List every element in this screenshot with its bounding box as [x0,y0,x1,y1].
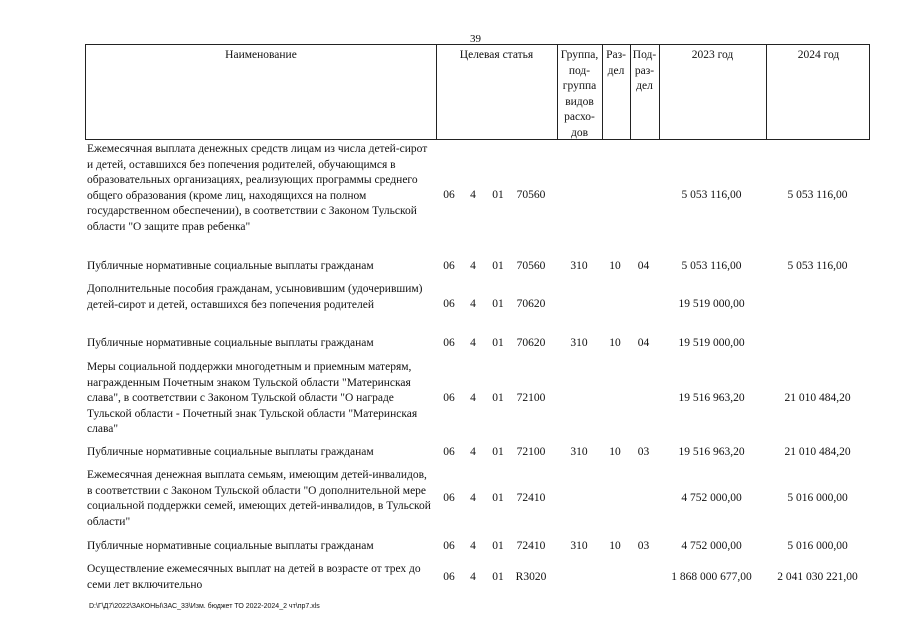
code-c: 01 [492,446,504,458]
amount-2023: 19 519 000,00 [678,298,745,310]
row-name: Публичные нормативные социальные выплаты гражданам [87,446,374,458]
subsection-cell: 03 [637,540,650,552]
code-b: 4 [470,337,476,349]
code-d: 70620 [516,298,546,310]
table-header [85,44,870,140]
row-name: Ежемесячная денежная выплата семьям, имеющим детей-инвалидов, в соответствии с Законом Тульской области "О дополнительной мере социальной поддержки семей, имеющих детей-инвалидов, в Тульской области" [87,469,431,528]
code-d: 72410 [516,540,546,552]
header-target: Целевая статья [459,49,534,61]
code-d: 72100 [516,392,546,404]
amount-2023: 19 516 963,20 [678,446,745,458]
amount-2024: 21 010 484,20 [784,392,851,404]
header-2024: 2024 год [797,49,840,61]
subsection-cell: 03 [637,446,650,458]
amount-2023: 4 752 000,00 [681,492,742,504]
code-b: 4 [470,540,476,552]
amount-2023: 4 752 000,00 [681,540,742,552]
row-name: Ежемесячная выплата денежных средств лицам из числа детей-сирот и детей, оставшихся без попечения родителей, обучающимся в образовательных организациях, реализующих программы среднего общего образования (кроме лиц, находящихся на полном государственном обеспечении), в соответствии с Законом Тульской области "О защите прав ребенка" [87,143,428,233]
group-cell: 310 [570,540,588,552]
group-cell: 310 [570,337,588,349]
code-c: 01 [492,571,504,583]
code-c: 01 [492,540,504,552]
header-subsection: Под- раз- дел [632,49,657,92]
row-name: Публичные нормативные социальные выплаты гражданам [87,260,374,272]
code-c: 01 [492,189,504,201]
code-b: 4 [470,189,476,201]
code-b: 4 [470,446,476,458]
header-name: Наименование [225,49,297,61]
code-a: 06 [443,260,455,272]
code-a: 06 [443,392,455,404]
code-c: 01 [492,492,504,504]
code-b: 4 [470,392,476,404]
amount-2023: 19 516 963,20 [678,392,745,404]
group-cell: 310 [570,446,588,458]
code-b: 4 [470,571,476,583]
amount-2023: 1 868 000 677,00 [671,571,752,583]
header-section: Раз- дел [606,49,626,77]
subsection-cell: 04 [637,260,650,272]
section-cell: 10 [609,446,621,458]
code-a: 06 [443,492,455,504]
row-name: Дополнительные пособия гражданам, усыновившим (удочерившим) детей-сирот и детей, оставшихся без попечения родителей [87,283,423,311]
code-d: 70620 [516,337,546,349]
budget-table [85,44,870,591]
code-a: 06 [443,571,455,583]
amount-2024: 5 016 000,00 [787,540,848,552]
amount-2024: 5 053 116,00 [787,189,848,201]
section-cell: 10 [609,260,621,272]
code-b: 4 [470,492,476,504]
amount-2023: 5 053 116,00 [681,189,742,201]
code-a: 06 [443,298,455,310]
row-name: Публичные нормативные социальные выплаты гражданам [87,337,374,349]
code-d: 70560 [516,260,546,272]
code-b: 4 [470,298,476,310]
group-cell: 310 [570,260,588,272]
amount-2023: 19 519 000,00 [678,337,745,349]
code-a: 06 [443,189,455,201]
code-a: 06 [443,540,455,552]
file-path-footer: D:\Г\Д7\2022\ЗАКОНЫ\ЗАС_33\Изм. бюджет ТО 2022-2024_2 чт\пр7.xls [89,603,320,610]
row-name: Меры социальной поддержки многодетным и приемным матерям, награжденным Почетным знаком Тульской области "Материнская слава", в соответствии с Законом Тульской области "О награде Тульской области - Почетный знак Тульской области "Материнская слава" [87,361,418,435]
row-name: Публичные нормативные социальные выплаты гражданам [87,540,374,552]
amount-2024: 5 053 116,00 [787,260,848,272]
section-cell: 10 [609,540,621,552]
header-group: Группа, под- группа видов расхо- дов [560,49,599,139]
amount-2024: 21 010 484,20 [784,446,851,458]
code-a: 06 [443,337,455,349]
amount-2024: 5 016 000,00 [787,492,848,504]
amount-2023: 5 053 116,00 [681,260,742,272]
code-d: 72410 [516,492,546,504]
header-2023: 2023 год [691,49,734,61]
code-d: 70560 [516,189,546,201]
code-a: 06 [443,446,455,458]
subsection-cell: 04 [637,337,650,349]
code-c: 01 [492,392,504,404]
row-name: Осуществление ежемесячных выплат на детей в возрасте от трех до семи лет включительно [87,563,421,591]
page-number: 39 [470,33,481,45]
code-c: 01 [492,337,504,349]
section-cell: 10 [609,337,621,349]
code-c: 01 [492,260,504,272]
code-b: 4 [470,260,476,272]
code-c: 01 [492,298,504,310]
amount-2024: 2 041 030 221,00 [777,571,858,583]
code-d: 72100 [516,446,546,458]
code-d: R3020 [515,571,547,583]
